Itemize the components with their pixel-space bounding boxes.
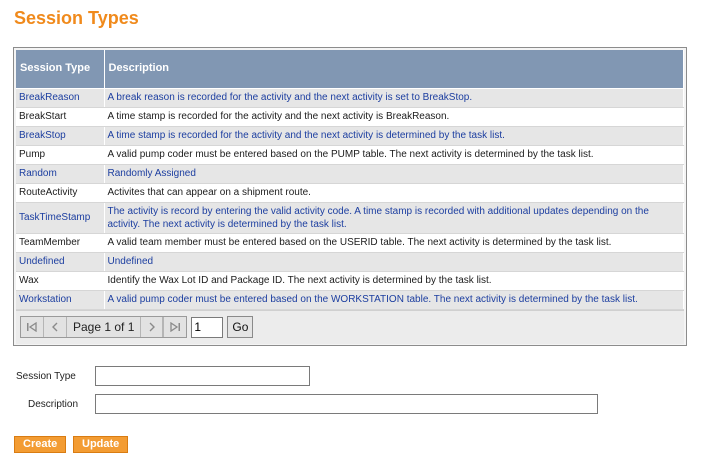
- description-input[interactable]: [95, 394, 598, 414]
- table-header-row: [16, 50, 684, 88]
- cell-session-type: BreakStop: [16, 126, 104, 145]
- table-row[interactable]: [16, 126, 684, 145]
- cell-session-type: BreakStart: [16, 107, 104, 126]
- session-type-input[interactable]: [95, 366, 310, 386]
- table-row[interactable]: [16, 164, 684, 183]
- description-label: Description: [28, 399, 79, 410]
- table-row[interactable]: [16, 202, 684, 233]
- cell-session-type: RouteActivity: [16, 183, 104, 202]
- session-types-table: [16, 50, 684, 310]
- table-row[interactable]: [16, 233, 684, 252]
- cell-description: A time stamp is recorded for the activity and the next activity is determined by the task list.: [104, 126, 684, 145]
- prev-page-icon[interactable]: [44, 317, 67, 337]
- page-indicator: Page 1 of 1: [67, 317, 140, 337]
- last-page-icon[interactable]: [163, 317, 186, 337]
- session-type-label: Session Type: [16, 371, 76, 382]
- cell-description: A time stamp is recorded for the activity and the next activity is BreakReason.: [104, 107, 684, 126]
- column-header-description[interactable]: Description: [104, 50, 684, 88]
- table-row[interactable]: [16, 271, 684, 290]
- cell-session-type: Wax: [16, 271, 104, 290]
- cell-session-type: Workstation: [16, 290, 104, 309]
- cell-description: A valid pump coder must be entered based on the WORKSTATION table. The next activity is determined by the task list.: [104, 290, 684, 309]
- page-title: Session Types: [14, 8, 139, 28]
- first-page-icon[interactable]: [21, 317, 44, 337]
- cell-description: A break reason is recorded for the activity and the next activity is set to BreakStop.: [104, 88, 684, 107]
- go-button[interactable]: Go: [227, 316, 253, 338]
- table-row[interactable]: [16, 145, 684, 164]
- table-row[interactable]: [16, 290, 684, 309]
- pager-controls: [20, 316, 187, 338]
- cell-session-type: Undefined: [16, 252, 104, 271]
- cell-session-type: BreakReason: [16, 88, 104, 107]
- column-header-session-type[interactable]: Session Type: [16, 50, 104, 88]
- cell-description: Activites that can appear on a shipment route.: [104, 183, 684, 202]
- table-row[interactable]: [16, 183, 684, 202]
- cell-description: A valid team member must be entered based on the USERID table. The next activity is determined by the task list.: [104, 233, 684, 252]
- cell-description: A valid pump coder must be entered based on the PUMP table. The next activity is determined by the task list.: [104, 145, 684, 164]
- cell-session-type: Pump: [16, 145, 104, 164]
- table-row[interactable]: [16, 88, 684, 107]
- table-row[interactable]: [16, 107, 684, 126]
- update-button[interactable]: Update: [73, 436, 128, 453]
- table-row[interactable]: [16, 252, 684, 271]
- cell-description: Randomly Assigned: [104, 164, 684, 183]
- cell-session-type: Random: [16, 164, 104, 183]
- session-types-grid: [13, 47, 687, 346]
- cell-session-type: TeamMember: [16, 233, 104, 252]
- cell-description: Undefined: [104, 252, 684, 271]
- cell-description: Identify the Wax Lot ID and Package ID. The next activity is determined by the task list.: [104, 271, 684, 290]
- create-button[interactable]: Create: [14, 436, 66, 453]
- cell-description: The activity is record by entering the valid activity code. A time stamp is recorded with additional updates depending on the activity. The next activity is determined by the task list.: [104, 202, 684, 233]
- next-page-icon[interactable]: [140, 317, 163, 337]
- pager-bar: [16, 310, 684, 344]
- cell-session-type: TaskTimeStamp: [16, 202, 104, 233]
- page-number-input[interactable]: [191, 317, 223, 338]
